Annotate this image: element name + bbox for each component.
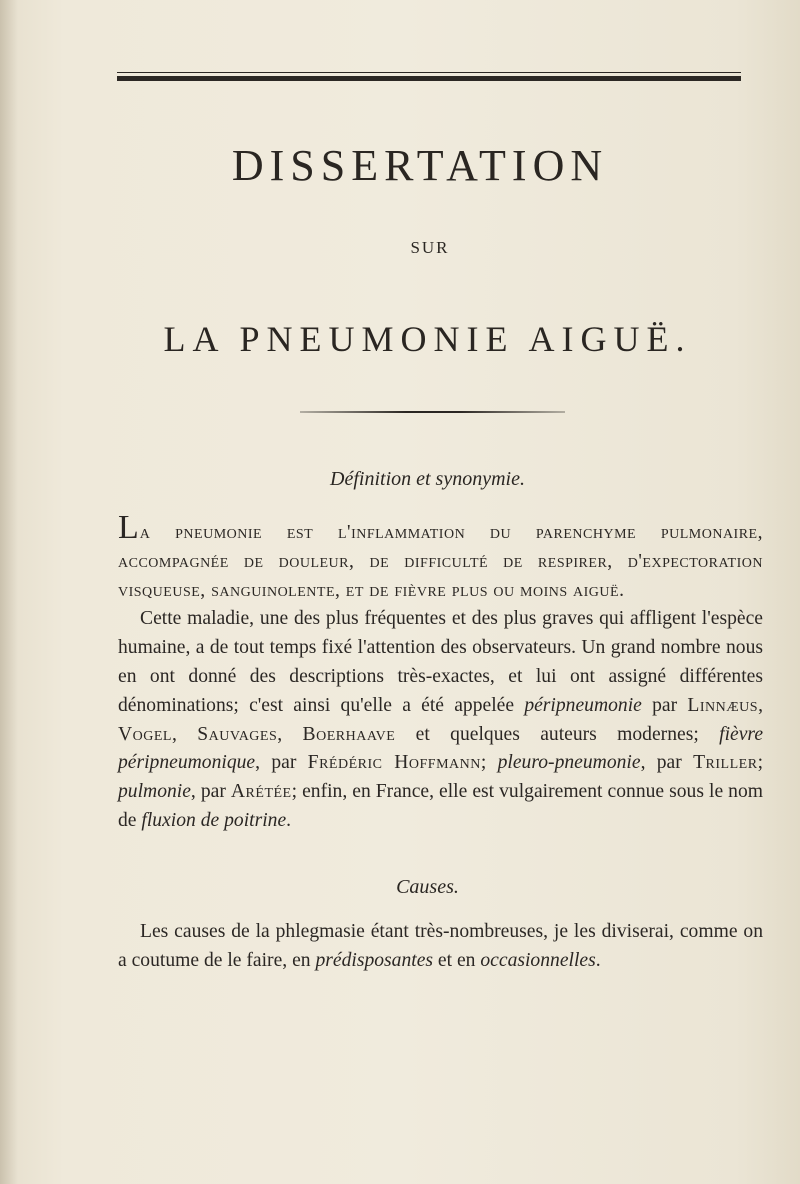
italic-term: prédisposantes [315,949,434,971]
paragraph-synonymy [118,605,763,835]
italic-term: fluxion de poitrine [141,809,287,831]
section-heading-definition: Définition et synonymie. [330,468,525,490]
author-name: Linnæus [687,694,759,716]
author-name: Frédéric Hoffmann [307,752,481,774]
text-run: et quelques auteurs modernes; [395,723,720,745]
paragraph-definition [118,509,763,605]
paragraph-causes [118,918,763,976]
text-run: par [641,694,688,716]
body-text-causes [118,918,763,976]
text-run: , par [255,752,308,774]
author-name: Vogel [118,723,172,745]
top-rule-thin [117,72,741,73]
author-name: Triller [693,752,758,774]
ornamental-rule [300,410,565,414]
italic-term: péripneumonie [524,694,642,716]
italic-term: fièvre péripneumonique [118,723,764,774]
text-run: , [277,723,303,745]
text-run: , [758,694,763,716]
text-run: , [171,723,198,745]
text-run: , par [190,781,231,803]
author-name: Boerhaave [302,723,396,745]
top-double-rule [117,72,741,84]
text-run: ; [480,752,498,774]
text-run: , par [640,752,694,774]
text-run: Les causes de la phlegmasie étant très-nombreuses, je les diviserai, comme on a coutume de le faire, en [118,921,763,971]
text-run: . [595,949,601,971]
author-name: Sauvages [197,723,278,745]
text-run: et en [433,949,481,971]
italic-term: occasionnelles [480,949,596,971]
drop-cap: L [118,509,140,546]
paragraph-text: a pneumonie est l'inflammation du parenchyme pulmonaire, accompagnée de douleur, de difficulté de respirer, d'expectoration visqueuse, sanguinolente, et de fièvre plus ou moins aiguë. [118,522,763,601]
text-run: ; [757,752,764,774]
italic-term: pleuro-pneumonie [497,752,641,774]
section-heading-causes: Causes. [396,876,459,898]
text-run: . [286,809,292,831]
title-preposition: SUR [410,238,450,257]
page-title: DISSERTATION [231,141,609,190]
author-name: Arétée [230,781,292,803]
text-run: ; enfin, en France, elle est vulgairement connue sous le nom de [118,781,764,831]
top-rule-thick [117,76,741,81]
page-subtitle: LA PNEUMONIE AIGUË. [163,319,692,359]
text-run: Cette maladie, une des plus fréquentes et des plus graves qui affligent l'espèce humaine, a de tout temps fixé l'attention des observateurs. Un grand nombre nous en ont donné des descriptions très-exactes, et lui ont assigné différentes dénominations; c'est ainsi qu'elle a été appelée [118,608,763,716]
body-text-definition [118,509,764,836]
italic-term: pulmonie [118,781,191,803]
ornamental-rule-bar [300,411,565,413]
